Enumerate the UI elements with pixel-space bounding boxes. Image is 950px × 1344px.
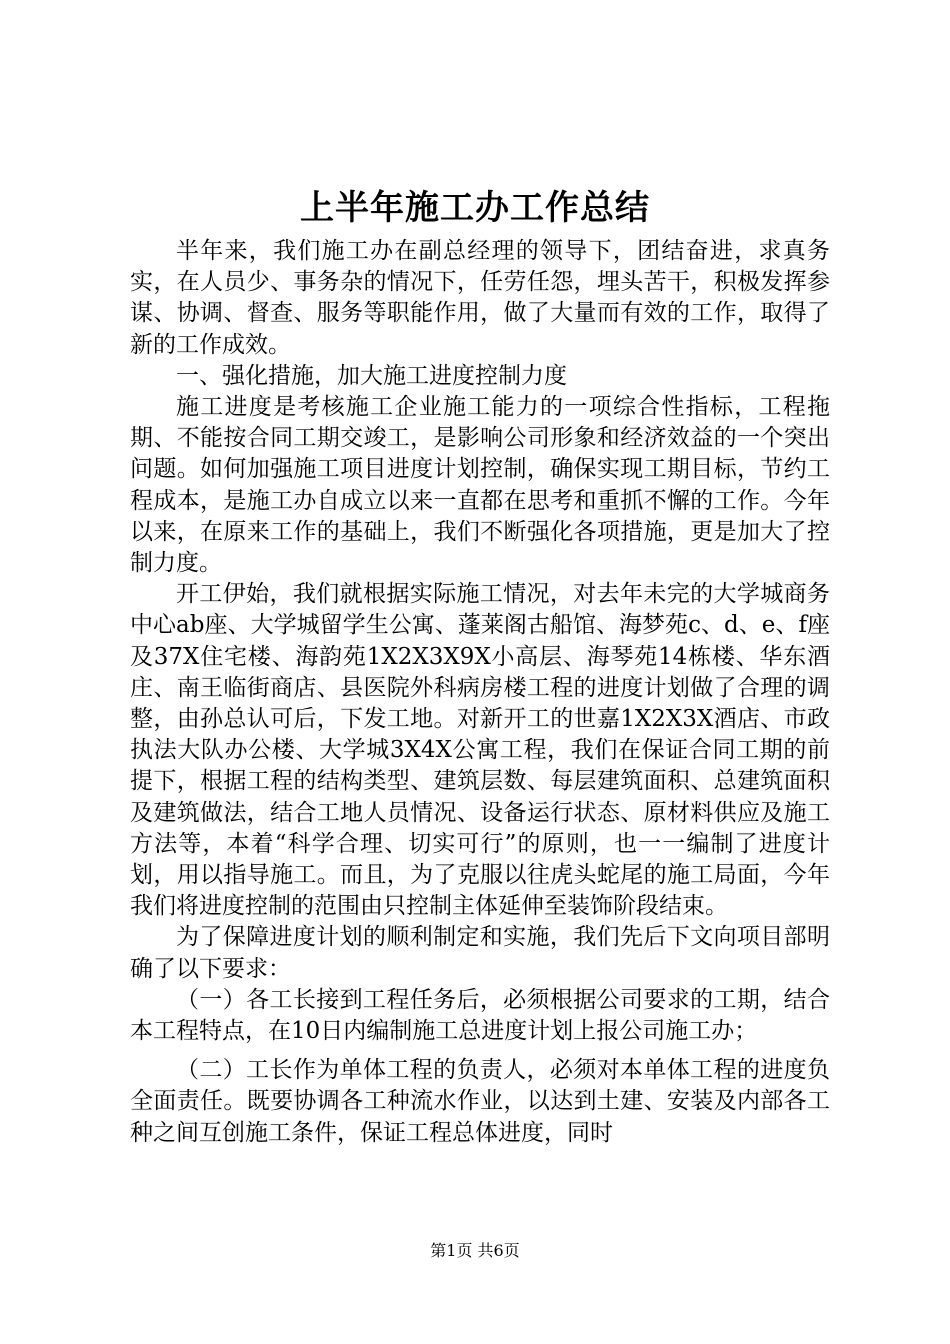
document-title: 上半年施工办工作总结 — [300, 188, 650, 228]
page-number: 第1页 共6页 — [430, 1241, 520, 1260]
list-item-2: （二）工长作为单体工程的负责人，必须对本单体工程的进度负全面责任。既要协调各工种流水作业，以达到土建、安装及内部各工种之间互创施工条件，保证工程总体进度，同时 — [130, 1057, 830, 1146]
section-heading-1: 一、强化措施，加大施工进度控制力度 — [176, 362, 567, 389]
document-body — [130, 236, 830, 1149]
paragraph-start: 开工伊始，我们就根据实际施工情况，对去年未完的大学城商务中心ab座、大学城留学生公寓、蓬莱阁古船馆、海梦苑c、d、e、f座及37X住宅楼、海韵苑1X2X3X9X小高层、海琴苑14栋楼、华东酒庄、南王临街商店、县医院外科病房楼工程的进度计划做了合理的调整，由孙总认可后，下发工地。对新开工的世嘉1X2X3X酒店、市政执法大队办公楼、大学城3X4X公寓工程，我们在保证合同工期的前提下，根据工程的结构类型、建筑层数、每层建筑面积、总建筑面积及建筑做法，结合工地人员情况、设备运行状态、原材料供应及施工方法等，本着“科学合理、切实可行”的原则，也一一编制了进度计划，用以指导施工。而且，为了克服以往虎头蛇尾的施工局面，今年我们将进度控制的范围由只控制主体延伸至装饰阶段结束。 — [130, 581, 830, 920]
paragraph-intro: 半年来，我们施工办在副总经理的领导下，团结奋进，求真务实，在人员少、事务杂的情况下，任劳任怨，埋头苦干，积极发挥参谋、协调、督查、服务等职能作用，做了大量而有效的工作，取得了新的工作成效。 — [130, 238, 830, 358]
paragraph-progress: 施工进度是考核施工企业施工能力的一项综合性指标，工程拖期、不能按合同工期交竣工，是影响公司形象和经济效益的一个突出问题。如何加强施工项目进度计划控制，确保实现工期目标，节约工程成本，是施工办自成立以来一直都在思考和重抓不懈的工作。今年以来，在原来工作的基础上，我们不断强化各项措施，更是加大了控制力度。 — [130, 394, 830, 577]
paragraph-requirements: 为了保障进度计划的顺利制定和实施，我们先后下文向项目部明确了以下要求： — [130, 924, 830, 982]
list-item-1: （一）各工长接到工程任务后，必须根据公司要求的工期，结合本工程特点，在10日内编制施工总进度计划上报公司施工办； — [130, 986, 830, 1045]
